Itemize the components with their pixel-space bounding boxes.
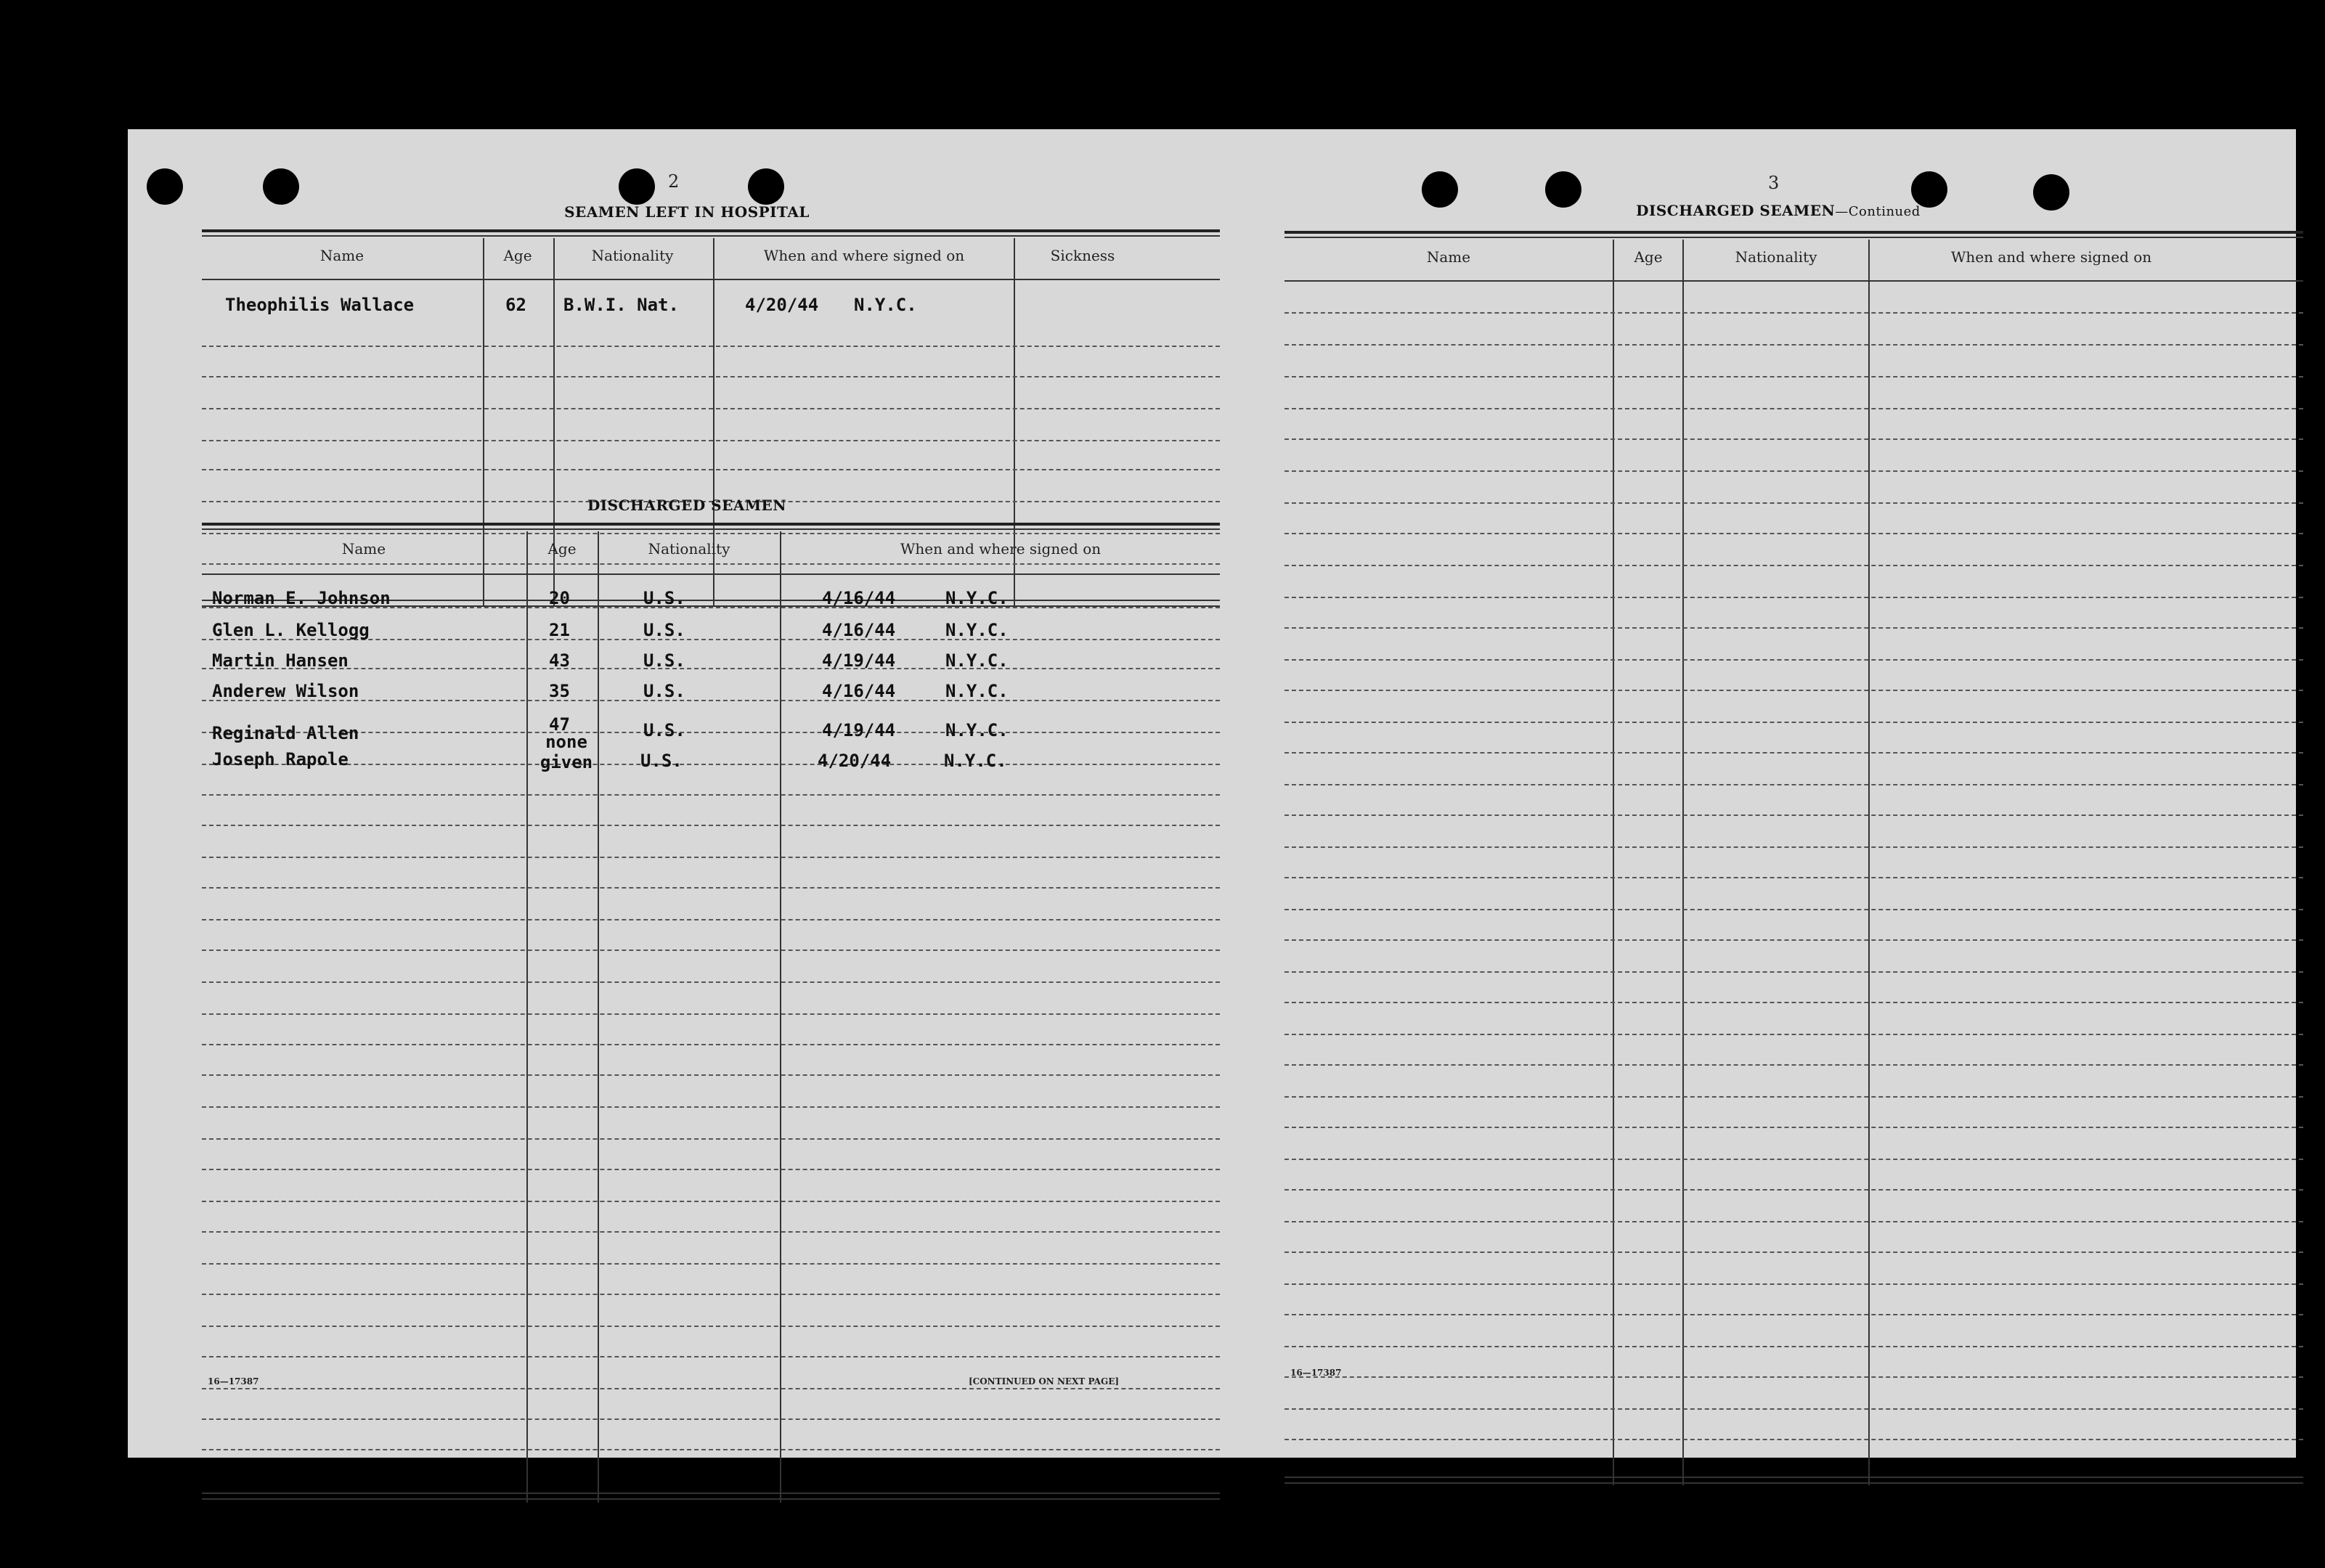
- header-when-where: When and where signed on: [763, 247, 965, 264]
- header-when-where: When and where signed on: [1950, 248, 2152, 266]
- cell-age: none given: [539, 732, 593, 772]
- cell-signed-date: 4/19/44: [822, 720, 896, 740]
- cell-signed-place: N.Y.C.: [854, 295, 917, 315]
- header-nationality: Nationality: [1735, 248, 1817, 266]
- cell-name: Martin Hansen: [212, 650, 349, 671]
- header-name: Name: [341, 540, 386, 558]
- cell-signed-date: 4/16/44: [822, 620, 896, 640]
- cell-signed-date: 4/16/44: [822, 588, 896, 608]
- discharged-section-title: DISCHARGED SEAMEN: [587, 497, 787, 514]
- cell-signed-place: N.Y.C.: [945, 588, 1009, 608]
- cell-signed-date: 4/19/44: [822, 650, 896, 671]
- cell-signed-place: N.Y.C.: [945, 650, 1009, 671]
- cell-signed-date: 4/16/44: [822, 681, 896, 701]
- page-number: 2: [668, 171, 680, 192]
- cell-age: 21: [549, 620, 570, 640]
- cell-name: Joseph Rapole: [212, 749, 349, 769]
- cell-name: Norman E. Johnson: [212, 588, 391, 608]
- header-when-where: When and where signed on: [900, 540, 1102, 558]
- cell-nationality: U.S.: [643, 720, 685, 740]
- cell-age: 47: [549, 714, 570, 735]
- cell-nationality: B.W.I. Nat.: [563, 295, 679, 315]
- cell-age: 20: [549, 588, 570, 608]
- cell-signed-place: N.Y.C.: [944, 751, 1007, 771]
- cell-age: 43: [549, 650, 570, 671]
- header-name: Name: [1426, 248, 1471, 266]
- cell-name: Theophilis Wallace: [225, 295, 415, 315]
- cell-name: Anderew Wilson: [212, 681, 359, 701]
- cell-nationality: U.S.: [640, 751, 683, 771]
- cell-signed-place: N.Y.C.: [945, 681, 1009, 701]
- cell-nationality: U.S.: [643, 588, 685, 608]
- cell-age: 35: [549, 681, 570, 701]
- page-number: 3: [1768, 173, 1780, 193]
- header-age: Age: [503, 247, 532, 264]
- cell-nationality: U.S.: [643, 620, 685, 640]
- right-page: [1212, 129, 2296, 1458]
- continued-note: [CONTINUED ON NEXT PAGE]: [969, 1376, 1120, 1387]
- page-title: [1560, 202, 1996, 219]
- left-page: [128, 129, 1212, 1458]
- cell-nationality: U.S.: [643, 681, 685, 701]
- title-main: DISCHARGED SEAMEN: [1636, 202, 1836, 219]
- cell-nationality: U.S.: [643, 650, 685, 671]
- document-sheet: [128, 129, 2296, 1458]
- hospital-section-title: SEAMEN LEFT IN HOSPITAL: [564, 203, 810, 221]
- cell-age: 62: [505, 295, 526, 315]
- form-number: 16—17387: [1290, 1368, 1342, 1378]
- header-age: Age: [1634, 248, 1663, 266]
- cell-signed-date: 4/20/44: [745, 295, 819, 315]
- header-nationality: Nationality: [591, 247, 674, 264]
- cell-signed-place: N.Y.C.: [945, 620, 1009, 640]
- cell-signed-date: 4/20/44: [818, 751, 892, 771]
- header-name: Name: [319, 247, 365, 264]
- form-number: 16—17387: [208, 1376, 259, 1387]
- header-age: Age: [547, 540, 577, 558]
- cell-name: Glen L. Kellogg: [212, 620, 370, 640]
- header-nationality: Nationality: [648, 540, 730, 558]
- title-suffix: —Continued: [1835, 204, 1921, 219]
- header-sickness: Sickness: [1050, 247, 1115, 264]
- cell-name: Reginald Allen: [212, 723, 359, 743]
- cell-signed-place: N.Y.C.: [945, 720, 1009, 740]
